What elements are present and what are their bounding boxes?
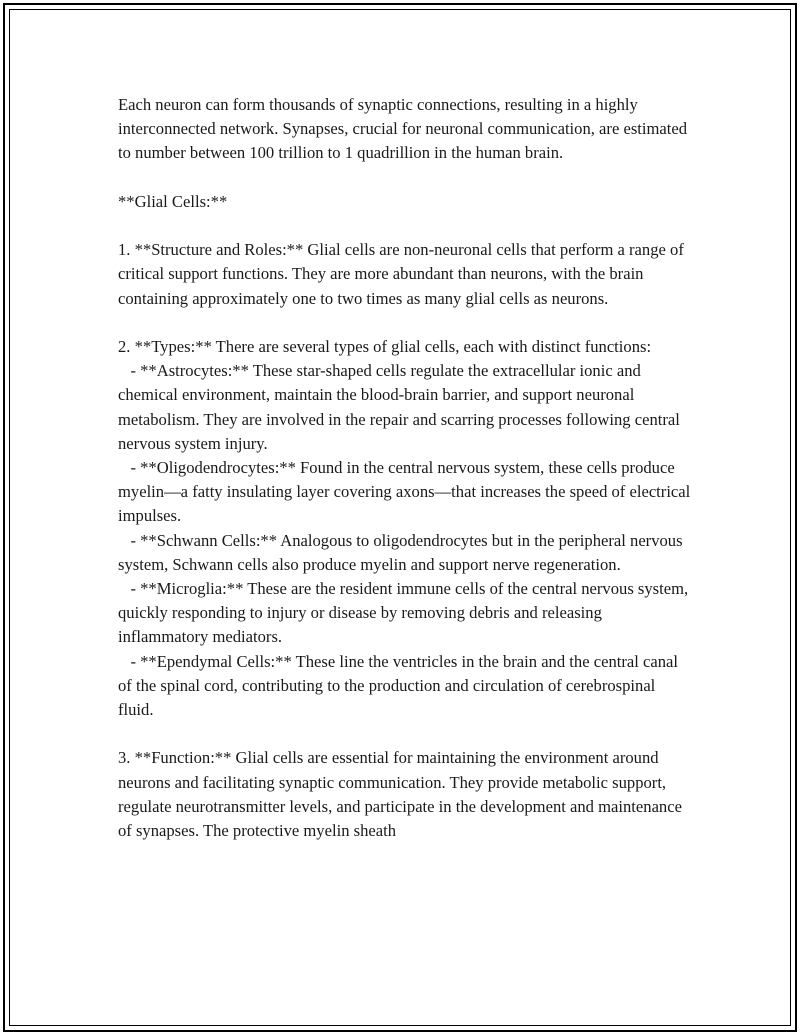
type-ependymal-cells: - **Ependymal Cells:** These line the ventricles in the brain and the central canal of the spinal cord, contributing to the production and circulation of cerebrospinal fluid. [118, 651, 679, 720]
type-schwann-cells: - **Schwann Cells:** Analogous to oligodendrocytes but in the peripheral nervous system, Schwann cells also produce myelin and support nerve regeneration. [118, 530, 683, 574]
type-astrocytes: - **Astrocytes:** These star-shaped cells regulate the extracellular ionic and chemical environment, maintain the blood-brain barrier, and support neuronal metabolism. They are involved in the repair and scarring processes following central nervous system injury. [118, 361, 680, 453]
document-body [118, 93, 693, 843]
list-item-types: 2. **Types:** There are several types of glial cells, each with distinct functions: [118, 336, 652, 356]
intro-paragraph: Each neuron can form thousands of synaptic connections, resulting in a highly interconnected network. Synapses, crucial for neuronal communication, are estimated to number between 100 trillion to 1 quadrillion in the human brain. [118, 95, 688, 163]
type-microglia: - **Microglia:** These are the resident immune cells of the central nervous system, quickly responding to injury or disease by removing debris and releasing inflammatory mediators. [118, 579, 689, 647]
section-heading: **Glial Cells:** [118, 191, 228, 211]
type-oligodendrocytes: - **Oligodendrocytes:** Found in the central nervous system, these cells produce myelin—a fatty insulating layer covering axons—that increases the speed of electrical impulses. [118, 458, 691, 526]
list-item-structure: 1. **Structure and Roles:** Glial cells are non-neuronal cells that perform a range of critical support functions. They are more abundant than neurons, with the brain containing approximately one to two times as many glial cells as neurons. [118, 240, 684, 308]
list-item-function: 3. **Function:** Glial cells are essential for maintaining the environment around neurons and facilitating synaptic communication. They provide metabolic support, regulate neurotransmitter levels, and participate in the development and maintenance of synapses. The protective myelin sheath [118, 748, 682, 841]
